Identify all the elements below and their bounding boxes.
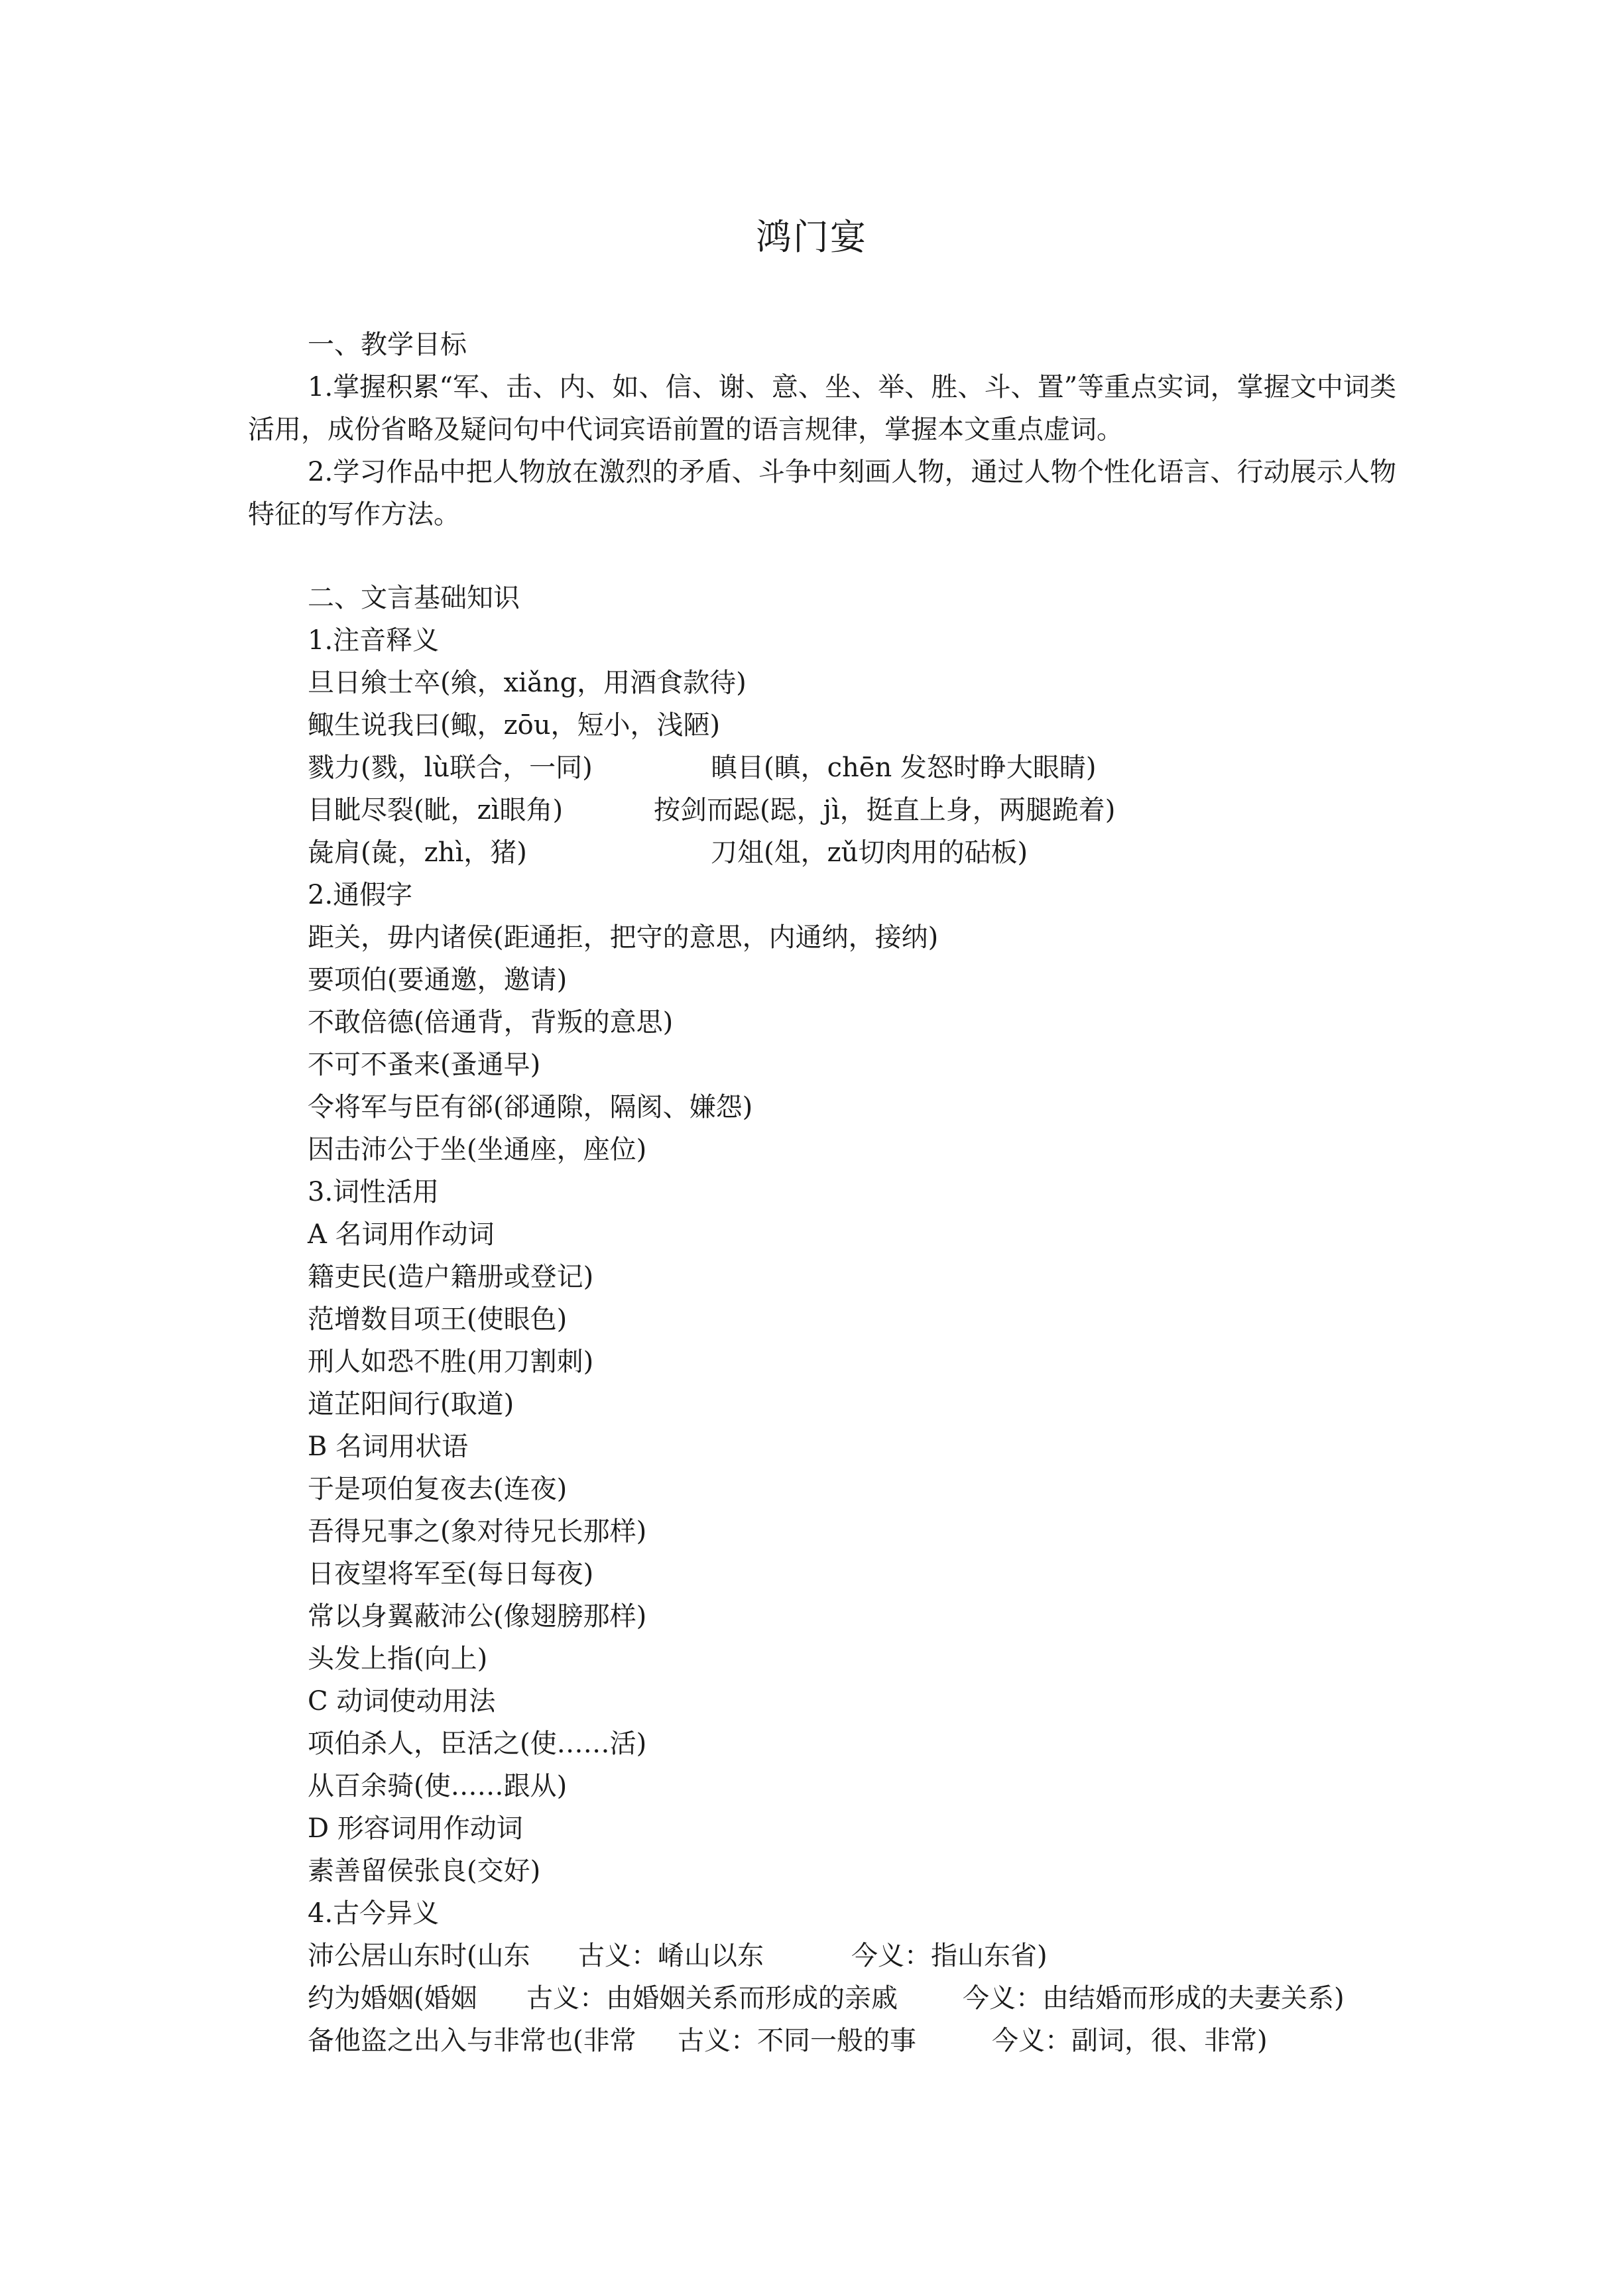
category-heading: D 形容词用作动词 bbox=[308, 1813, 523, 1844]
subheading-loan-characters: 2.通假字 bbox=[308, 880, 413, 910]
ancient-meaning: 古义：崤山以东 bbox=[578, 1941, 764, 1971]
loan-character-line: 不敢倍德(倍通背，背叛的意思) bbox=[308, 1007, 674, 1038]
pronunciation-row bbox=[248, 747, 1396, 789]
modern-meaning: 今义：指山东省) bbox=[851, 1941, 1048, 1971]
section-spacer bbox=[248, 536, 1396, 577]
pronunciation-item: 彘肩(彘，zhì，猪) bbox=[308, 837, 527, 868]
loan-character-line: 距关，毋内诸侯(距通拒，把守的意思，内通纳，接纳) bbox=[308, 922, 939, 953]
example-line: 籍吏民(造户籍册或登记) bbox=[308, 1262, 594, 1292]
modern-meaning: 今义：由结婚而形成的夫妻关系) bbox=[963, 1983, 1345, 2014]
category-heading: B 名词用状语 bbox=[308, 1431, 469, 1462]
loan-character-line: 要项伯(要通邀，邀请) bbox=[308, 965, 568, 995]
example-line: 于是项伯复夜去(连夜) bbox=[308, 1474, 568, 1504]
ancient-meaning: 古义：不同一般的事 bbox=[678, 2025, 916, 2056]
page-title: 鸿门宴 bbox=[756, 216, 867, 258]
pronunciation-line: 鲰生说我曰(鲰，zōu，短小，浅陋) bbox=[308, 710, 721, 741]
ancient-modern-row bbox=[248, 2020, 1396, 2062]
ancient-meaning: 古义：由婚姻关系而形成的亲戚 bbox=[526, 1983, 898, 2014]
category-heading: C 动词使动用法 bbox=[308, 1686, 496, 1717]
loan-character-line: 因击沛公于坐(坐通座，座位) bbox=[308, 1134, 647, 1165]
document-body bbox=[248, 324, 1396, 2062]
term: 备他盗之出入与非常也(非常 bbox=[308, 2025, 636, 2056]
subheading-word-class: 3.词性活用 bbox=[308, 1177, 440, 1207]
example-line: 范增数目项王(使眼色) bbox=[308, 1304, 568, 1335]
pronunciation-item: 刀俎(俎，zǔ切肉用的砧板) bbox=[711, 837, 1028, 868]
section-heading-goals: 一、教学目标 bbox=[308, 330, 467, 360]
example-line: 刑人如恐不胜(用刀割刺) bbox=[308, 1347, 594, 1377]
ancient-modern-row bbox=[248, 1977, 1396, 2020]
loan-character-line: 令将军与臣有郤(郤通隙，隔阂、嫌怨) bbox=[308, 1092, 753, 1122]
modern-meaning: 今义：副词，很、非常) bbox=[992, 2025, 1268, 2056]
example-line: 素善留侯张良(交好) bbox=[308, 1856, 541, 1886]
goal-paragraph-1: 1.掌握积累“军、击、内、如、信、谢、意、坐、举、胜、斗、置”等重点实词，掌握文中词类活用，成份省略及疑问句中代词宾语前置的语言规律，掌握本文重点虚词。 bbox=[248, 372, 1396, 445]
ancient-modern-row bbox=[248, 1935, 1396, 1977]
example-line: 吾得兄事之(象对待兄长那样) bbox=[308, 1516, 647, 1547]
pronunciation-item: 目眦尽裂(眦，zì眼角) bbox=[308, 795, 564, 825]
pronunciation-item: 戮力(戮，lù联合，一同) bbox=[308, 753, 593, 783]
example-line: 道芷阳间行(取道) bbox=[308, 1389, 514, 1420]
term: 沛公居山东时(山东 bbox=[308, 1941, 530, 1971]
example-line: 项伯杀人，臣活之(使……活) bbox=[308, 1728, 647, 1759]
term: 约为婚姻(婚姻 bbox=[308, 1983, 477, 2014]
example-line: 从百余骑(使……跟从) bbox=[308, 1771, 568, 1801]
category-heading: A 名词用作动词 bbox=[308, 1219, 495, 1250]
example-line: 头发上指(向上) bbox=[308, 1644, 488, 1674]
example-line: 日夜望将军至(每日每夜) bbox=[308, 1559, 594, 1589]
pronunciation-line: 旦日飨士卒(飨，xiǎng，用酒食款待) bbox=[308, 668, 747, 698]
loan-character-line: 不可不蚤来(蚤通早) bbox=[308, 1050, 541, 1080]
section-heading-basics: 二、文言基础知识 bbox=[308, 583, 520, 613]
pronunciation-row bbox=[248, 789, 1396, 831]
pronunciation-row bbox=[248, 831, 1396, 874]
pronunciation-item: 按剑而跽(跽，jì，挺直上身，两腿跪着) bbox=[654, 795, 1116, 825]
example-line: 常以身翼蔽沛公(像翅膀那样) bbox=[308, 1601, 647, 1632]
subheading-ancient-modern: 4.古今异义 bbox=[308, 1898, 440, 1929]
goal-paragraph-2: 2.学习作品中把人物放在激烈的矛盾、斗争中刻画人物，通过人物个性化语言、行动展示人物特征的写作方法。 bbox=[248, 457, 1396, 530]
pronunciation-item: 瞋目(瞋，chēn 发怒时睁大眼睛) bbox=[711, 753, 1097, 783]
subheading-pronunciation: 1.注音释义 bbox=[308, 625, 440, 656]
